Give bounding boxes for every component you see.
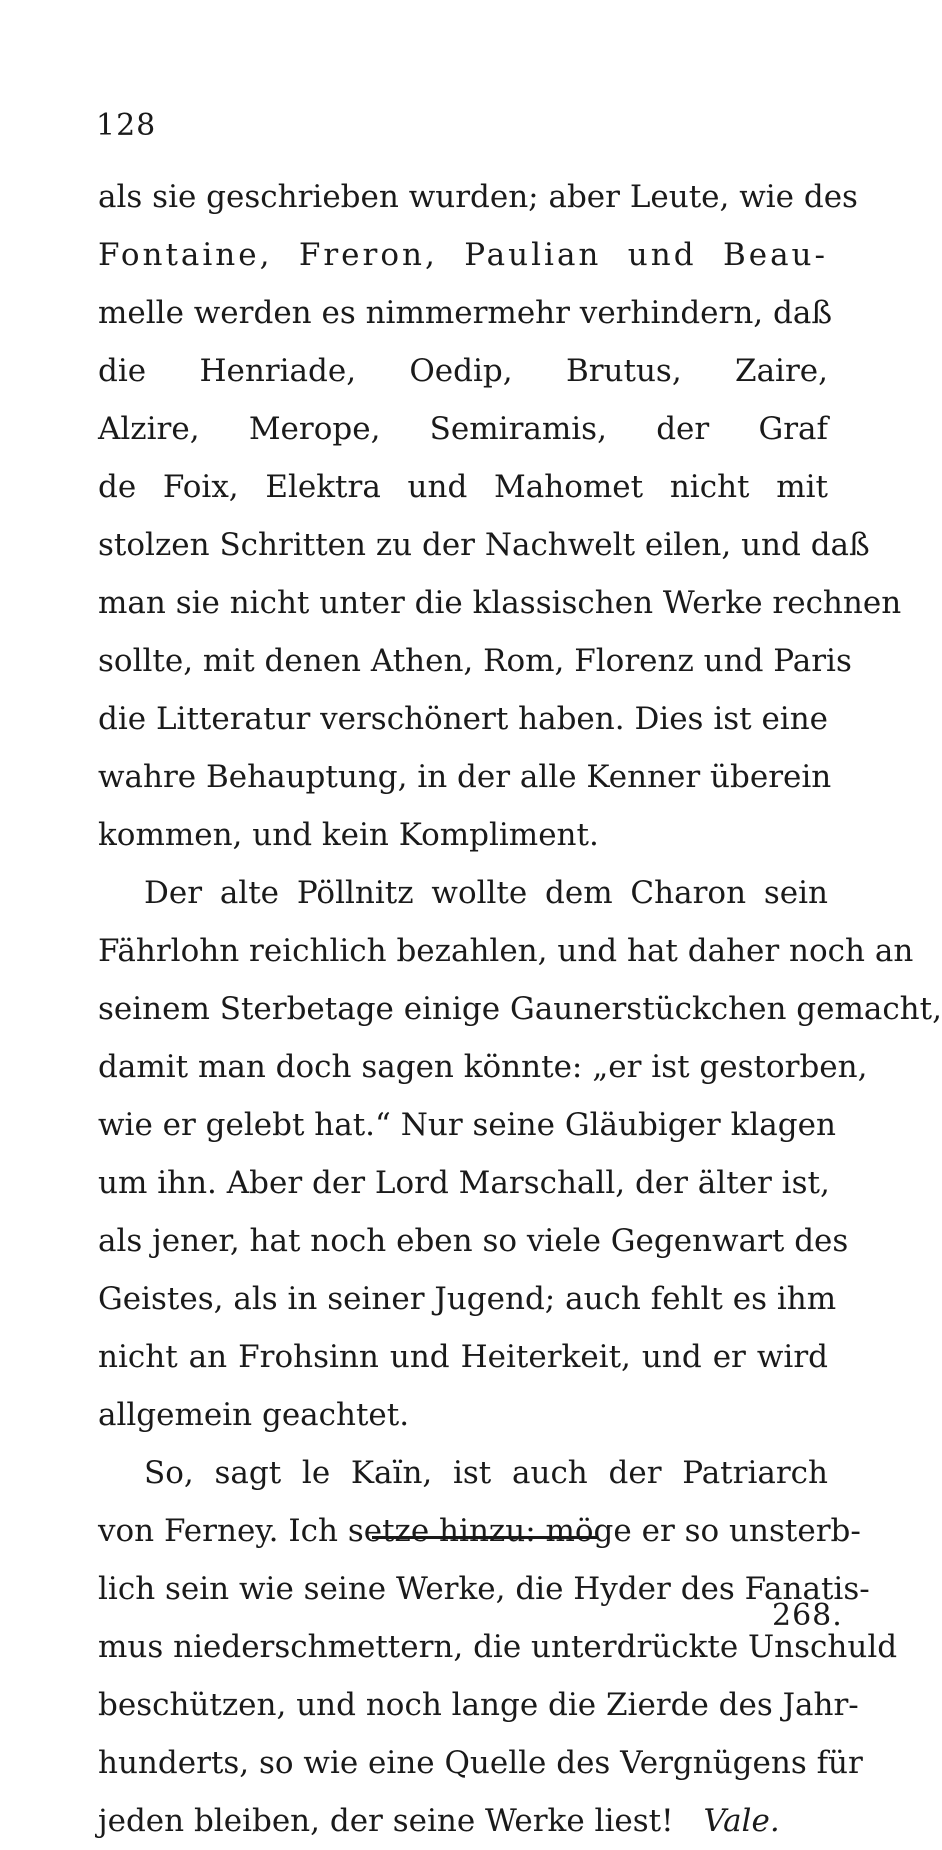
paragraph-end-line: allgemein geachtet. [98, 1397, 410, 1433]
signature-mark: 268. [772, 1598, 843, 1633]
text-line: Fährlohn reichlich bezahlen, und hat daher noch an [98, 933, 914, 969]
text-line: melle werden es nimmermehr verhindern, daß [98, 295, 833, 331]
body-text [98, 168, 942, 1850]
text-line: die Litteratur verschönert haben. Dies ist eine [98, 701, 829, 737]
paragraph-start-line: So, sagt le Kaïn, ist auch der Patriarch [144, 1455, 828, 1491]
text-line: Fontaine, Freron, Paulian und Beau- [98, 237, 828, 273]
text-line: beschützen, und noch lange die Zierde des Jahr- [98, 1687, 859, 1723]
end-rule [372, 1536, 598, 1539]
text-line: sollte, mit denen Athen, Rom, Florenz und Paris [98, 643, 852, 679]
text-line: stolzen Schritten zu der Nachwelt eilen, und daß [98, 527, 870, 563]
paragraph-end-line: kommen, und kein Kompliment. [98, 817, 599, 853]
text-line: de Foix, Elektra und Mahomet nicht mit [98, 469, 828, 505]
closing-sentence: jeden bleiben, der seine Werke liest! [98, 1803, 674, 1839]
text-line: man sie nicht unter die klassischen Werke rechnen [98, 585, 902, 621]
text-line: hunderts, so wie eine Quelle des Vergnügens für [98, 1745, 863, 1781]
text-line: damit man doch sagen könnte: „er ist gestorben, [98, 1049, 868, 1085]
text-line: als sie geschrieben wurden; aber Leute, wie des [98, 179, 858, 215]
page-number: 128 [96, 108, 157, 143]
text-line: Geistes, als in seiner Jugend; auch fehlt es ihm [98, 1281, 837, 1317]
text-line: seinem Sterbetage einige Gaunerstückchen gemacht, [98, 991, 942, 1027]
text-line: mus niederschmettern, die unterdrückte Unschuld [98, 1629, 898, 1665]
text-line: nicht an Frohsinn und Heiterkeit, und er wird [98, 1339, 828, 1375]
text-line: lich sein wie seine Werke, die Hyder des Fanatis- [98, 1571, 870, 1607]
text-line: von Ferney. Ich setze hinzu: möge er so unsterb- [98, 1513, 861, 1549]
text-line: Alzire, Merope, Semiramis, der Graf [98, 411, 828, 447]
closing-vale: Vale. [703, 1803, 780, 1839]
text-line: als jener, hat noch eben so viele Gegenwart des [98, 1223, 849, 1259]
text-line: die Henriade, Oedip, Brutus, Zaire, [98, 353, 828, 389]
text-line: wie er gelebt hat.“ Nur seine Gläubiger klagen [98, 1107, 836, 1143]
text-line: um ihn. Aber der Lord Marschall, der älter ist, [98, 1165, 830, 1201]
closing-line [98, 1792, 828, 1850]
paragraph-start-line: Der alte Pöllnitz wollte dem Charon sein [144, 875, 828, 911]
text-line: wahre Behauptung, in der alle Kenner überein [98, 759, 832, 795]
